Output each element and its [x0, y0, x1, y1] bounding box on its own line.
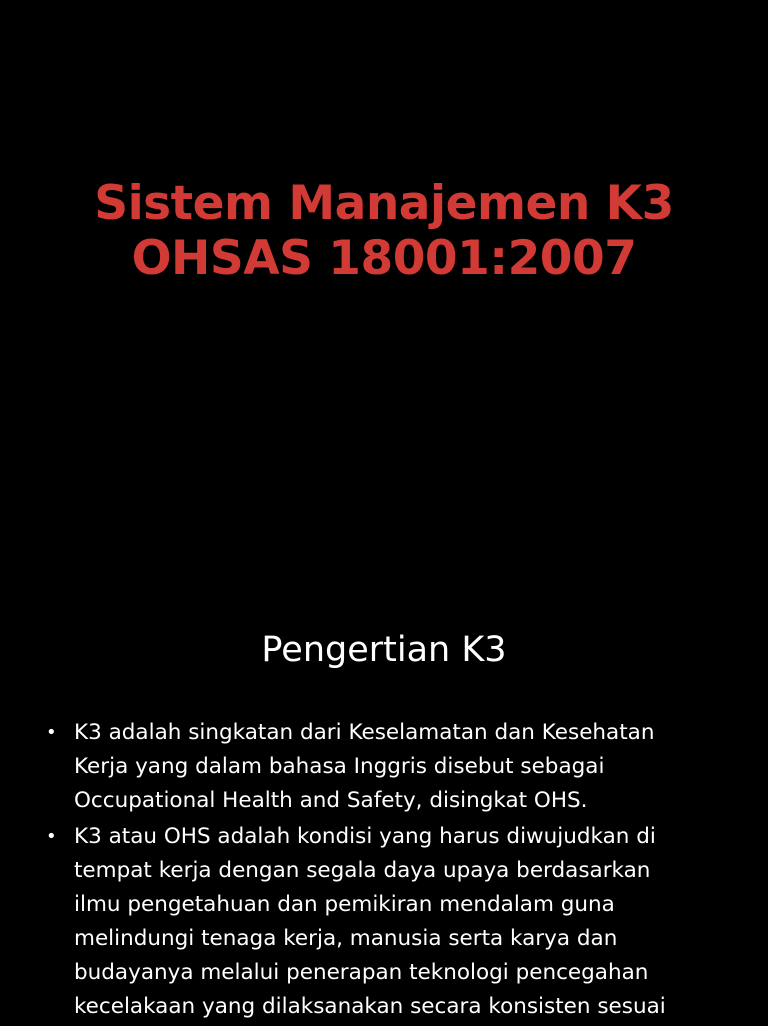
bullet-line: tempat kerja dengan segala daya upaya berdasarkan [74, 858, 651, 883]
bullet-line: Kerja yang dalam bahasa Inggris disebut sebagai [74, 754, 605, 779]
bullet-line: budayanya melalui penerapan teknologi pencegahan [74, 960, 649, 985]
bullet-line: K3 adalah singkatan dari Keselamatan dan Kesehatan [74, 720, 655, 745]
bullet-item [40, 820, 730, 1024]
bullet-list [40, 716, 730, 1026]
section-heading: Pengertian K3 [261, 630, 507, 670]
content-slide [0, 540, 768, 1024]
bullet-item [40, 716, 730, 818]
bullet-dot-icon: • [46, 826, 57, 847]
bullet-line: K3 atau OHS adalah kondisi yang harus diwujudkan di [74, 824, 656, 849]
bullet-line: Occupational Health and Safety, disingkat OHS. [74, 788, 588, 813]
bullet-line: kecelakaan yang dilaksanakan secara konsisten sesuai [74, 994, 666, 1019]
slide-title [0, 176, 768, 286]
title-line-2: OHSAS 18001:2007 [131, 231, 637, 286]
bullet-dot-icon: • [46, 722, 57, 743]
bullet-line: ilmu pengetahuan dan pemikiran mendalam guna [74, 892, 615, 917]
bullet-line: melindungi tenaga kerja, manusia serta karya dan [74, 926, 618, 951]
title-line-1: Sistem Manajemen K3 [94, 176, 674, 231]
